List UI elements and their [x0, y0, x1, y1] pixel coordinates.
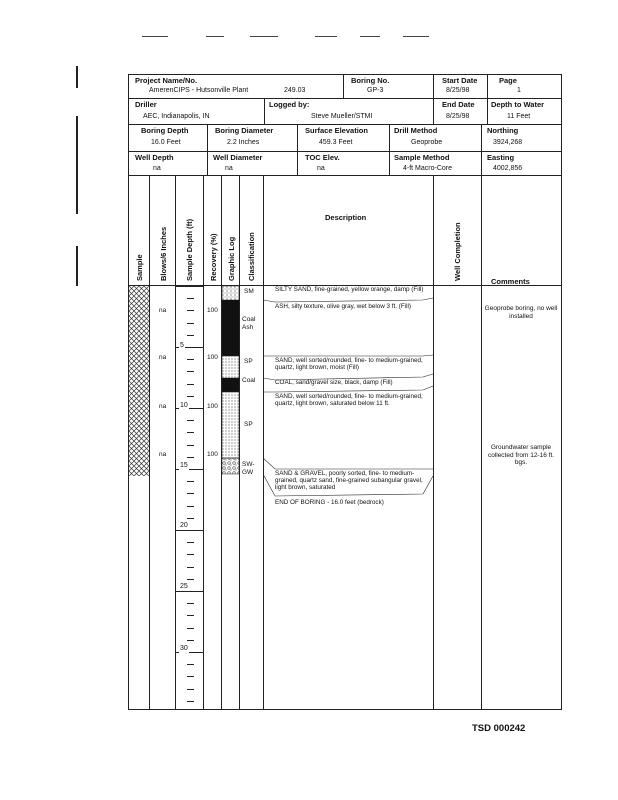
- classification: SW-GW: [242, 461, 255, 476]
- logged-by: Steve Mueller/STMI: [311, 113, 373, 120]
- description-entry: SAND, well sorted/rounded, fine- to medium-grained, quartz, light brown, moist (Fill): [275, 357, 423, 371]
- depth-tick: [187, 628, 194, 629]
- depth-tick: [176, 591, 203, 592]
- depth-label: 25: [180, 583, 188, 590]
- depth-tick: [187, 323, 194, 324]
- column-classification: Classification: [247, 232, 256, 281]
- depth-label: 20: [180, 522, 188, 529]
- classification: SM: [244, 288, 254, 295]
- scan-mark: [76, 66, 78, 88]
- depth-tick: [187, 298, 194, 299]
- well-depth-label: Well Depth: [135, 153, 174, 162]
- depth-to-water-label: Depth to Water: [491, 100, 545, 109]
- comment-entry: Geoprobe boring, no well installed: [484, 305, 558, 320]
- depth-tick: [176, 530, 203, 531]
- layer-boundaries: [263, 286, 435, 508]
- classification: Coal Ash: [242, 316, 256, 331]
- column-well-completion: Well Completion: [453, 222, 462, 281]
- well-diameter-label: Well Diameter: [213, 153, 263, 162]
- column-blows: Blows/6 Inches: [159, 226, 168, 281]
- depth-tick: [187, 567, 194, 568]
- depth-tick: [187, 542, 194, 543]
- sample-method: 4-ft Macro-Core: [403, 165, 453, 172]
- boring-no-label: Boring No.: [351, 76, 390, 85]
- sample-interval-hatch: [129, 286, 149, 476]
- project-name: AmerenCIPS - Hutsonville Plant: [149, 87, 249, 94]
- boring-no: GP-3: [367, 87, 384, 94]
- depth-tick: [187, 384, 194, 385]
- end-date: 8/25/98: [446, 113, 470, 120]
- depth-tick: [187, 310, 194, 311]
- depth-tick: [187, 445, 194, 446]
- scan-mark: [315, 36, 337, 37]
- column-recovery: Recovery (%): [209, 233, 218, 281]
- driller: AEC, Indianapolis, IN: [143, 113, 210, 120]
- depth-tick: [187, 457, 194, 458]
- northing-label: Northing: [487, 126, 519, 135]
- depth-tick: [187, 640, 194, 641]
- boring-depth-label: Boring Depth: [141, 126, 189, 135]
- boring-depth: 16.0 Feet: [151, 139, 181, 146]
- description-entry: SAND, well sorted/rounded, fine- to medium-grained, quartz, light brown, saturated below 11 ft.: [275, 393, 423, 407]
- well-depth: na: [153, 165, 161, 172]
- sample-blows: na: [159, 451, 167, 458]
- depth-tick: [187, 420, 194, 421]
- start-date: 8/25/98: [446, 87, 470, 94]
- scan-mark: [403, 36, 429, 37]
- depth-tick: [187, 676, 194, 677]
- sample-recovery: 100: [207, 451, 218, 458]
- column-sample-depth: Sample Depth (ft): [185, 218, 194, 281]
- well-diameter: na: [225, 165, 233, 172]
- description-entry: COAL, sand/gravel size, black, damp (Fill): [275, 379, 393, 386]
- toc-elev-label: TOC Elev.: [305, 153, 340, 162]
- depth-to-water: 11 Feet: [507, 113, 531, 120]
- sample-blows: na: [159, 354, 167, 361]
- scan-mark: [76, 246, 78, 286]
- driller-label: Driller: [135, 100, 157, 109]
- sample-blows: na: [159, 403, 167, 410]
- depth-tick: [187, 432, 194, 433]
- comment-entry: Groundwater sample collected from 12-16 ft. bgs.: [487, 444, 555, 466]
- classification: SP: [244, 358, 253, 365]
- easting: 4002,856: [493, 165, 523, 172]
- column-description: Description: [325, 213, 367, 222]
- start-date-label: Start Date: [442, 76, 478, 85]
- end-date-label: End Date: [442, 100, 475, 109]
- depth-tick: [187, 506, 194, 507]
- scan-mark: [76, 116, 78, 214]
- depth-label: 5: [180, 342, 184, 349]
- easting-label: Easting: [487, 153, 515, 162]
- depth-tick: [187, 493, 194, 494]
- depth-tick: [187, 359, 194, 360]
- depth-label: 10: [180, 402, 188, 409]
- depth-tick: [187, 689, 194, 690]
- depth-tick: [187, 335, 194, 336]
- scan-mark: [250, 36, 278, 37]
- graphic-log: [222, 286, 239, 476]
- depth-tick: [187, 518, 194, 519]
- depth-tick: [187, 396, 194, 397]
- drill-method: Geoprobe: [411, 139, 443, 146]
- description-entry: END OF BORING - 16.0 feet (bedrock): [275, 499, 384, 506]
- boring-diameter: 2.2 Inches: [227, 139, 260, 146]
- boring-log-form: [128, 74, 562, 710]
- sample-blows: na: [159, 307, 167, 314]
- depth-label: 30: [180, 645, 188, 652]
- toc-elev: na: [317, 165, 325, 172]
- scan-mark: [206, 36, 224, 37]
- project-number: 249.03: [284, 87, 306, 94]
- depth-tick: [187, 371, 194, 372]
- classification: SP: [244, 421, 253, 428]
- northing: 3924,268: [493, 139, 523, 146]
- sample-recovery: 100: [207, 307, 218, 314]
- surface-elevation: 459.3 Feet: [319, 139, 353, 146]
- surface-elevation-label: Surface Elevation: [305, 126, 368, 135]
- page-label: Page: [499, 76, 517, 85]
- scan-mark: [360, 36, 380, 37]
- column-comments: Comments: [491, 277, 530, 286]
- sample-recovery: 100: [207, 403, 218, 410]
- logged-by-label: Logged by:: [269, 100, 310, 109]
- sample-method-label: Sample Method: [394, 153, 450, 162]
- boring-diameter-label: Boring Diameter: [215, 126, 274, 135]
- depth-tick: [187, 481, 194, 482]
- column-sample: Sample: [135, 254, 144, 281]
- depth-tick: [187, 579, 194, 580]
- depth-tick: [187, 603, 194, 604]
- project-label: Project Name/No.: [135, 76, 198, 85]
- depth-tick: [187, 664, 194, 665]
- drill-method-label: Drill Method: [394, 126, 438, 135]
- sample-recovery: 100: [207, 354, 218, 361]
- depth-tick: [187, 701, 194, 702]
- scan-mark: [142, 36, 168, 37]
- description-entry: SAND & GRAVEL, poorly sorted, fine- to medium-grained, quartz sand, fine-grained subangular gravel, light brown, saturated: [275, 470, 423, 491]
- depth-tick: [176, 286, 203, 287]
- depth-tick: [187, 615, 194, 616]
- document-id-stamp: TSD 000242: [472, 723, 526, 734]
- classification: Coal: [242, 377, 256, 384]
- description-entry: ASH, silty texture, olive gray, wet below 3 ft. (Fill): [275, 303, 412, 310]
- depth-label: 15: [180, 462, 188, 469]
- page-number: 1: [517, 87, 521, 94]
- column-graphic-log: Graphic Log: [227, 236, 236, 281]
- description-entry: SILTY SAND, fine-grained, yellow orange, damp (Fill): [275, 286, 424, 293]
- depth-tick: [187, 554, 194, 555]
